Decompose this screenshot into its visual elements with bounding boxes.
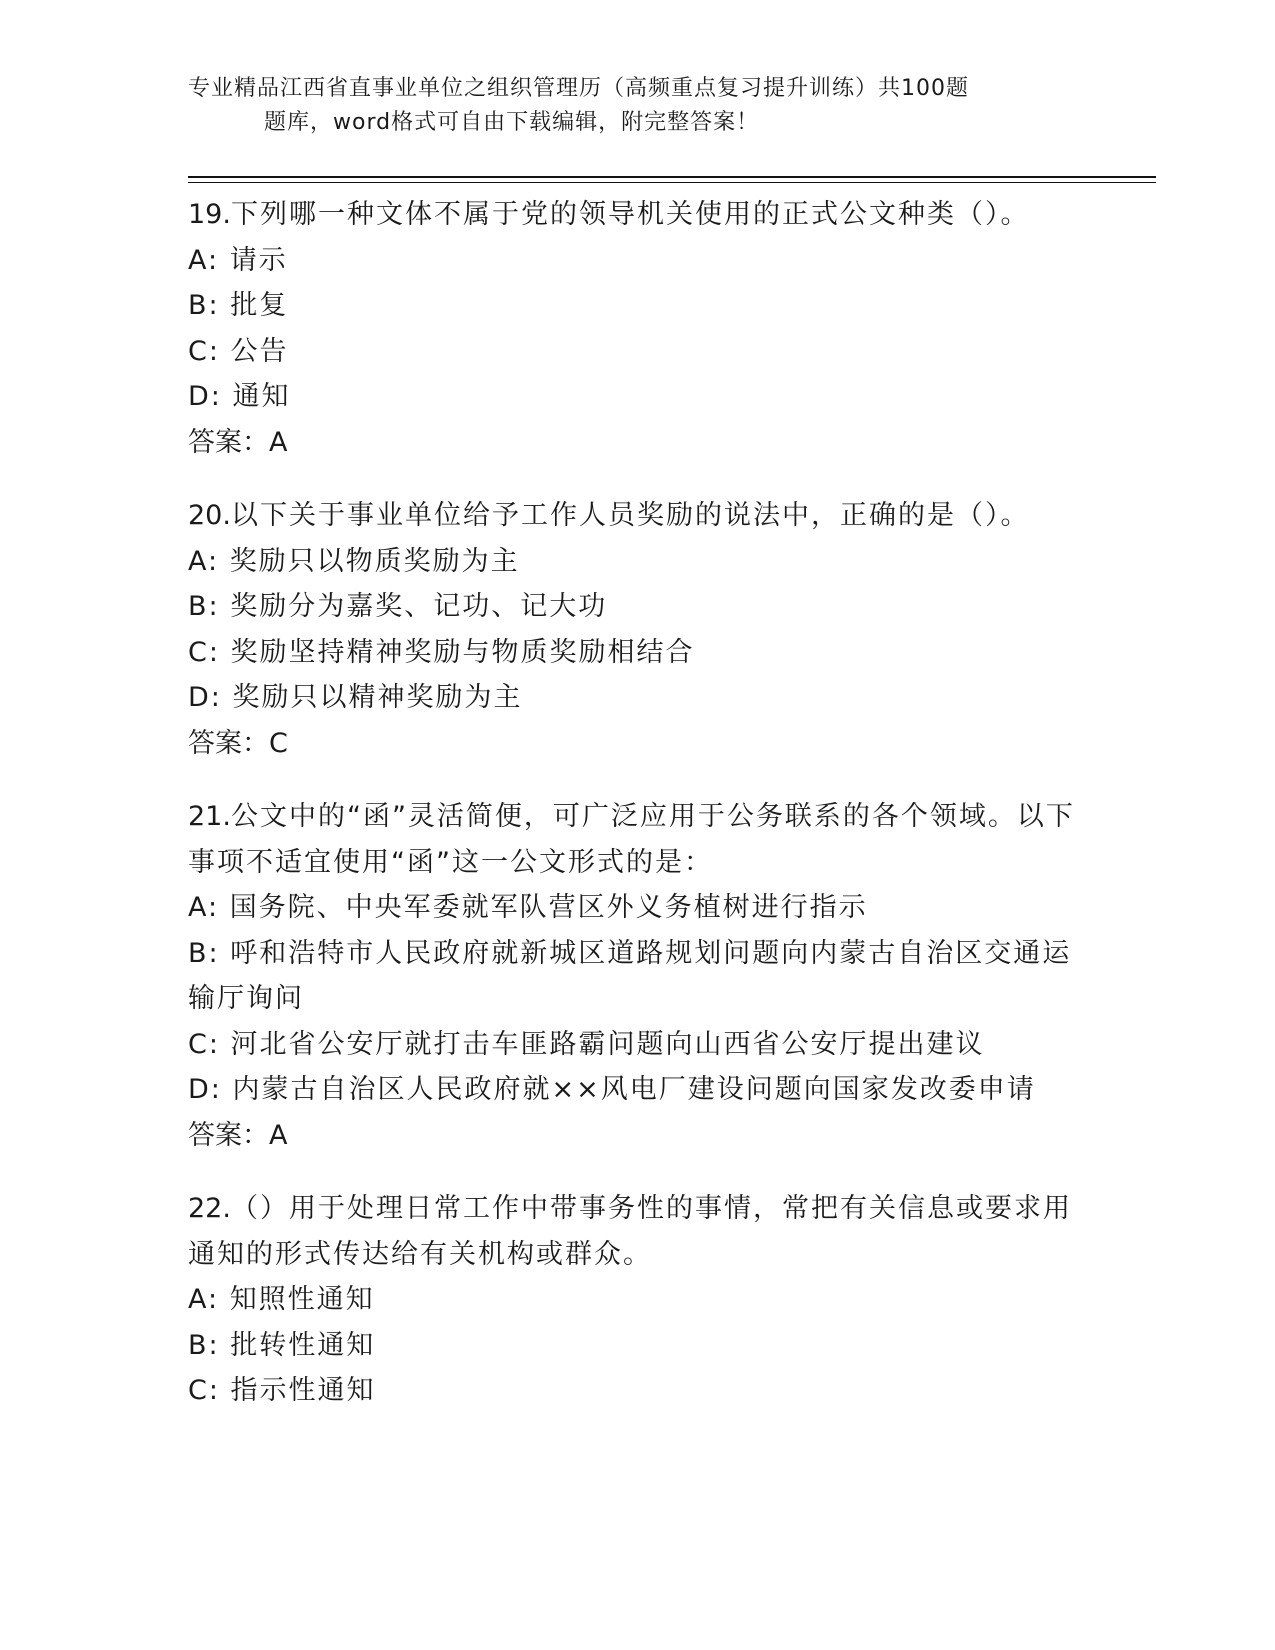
option-b (188, 584, 1088, 630)
option-label: B: (188, 591, 220, 622)
option-b (188, 283, 1088, 329)
option-label: C: (188, 636, 220, 668)
option-text: 请示 (229, 244, 288, 276)
question-stem: （）用于处理日常工作中带事务性的事情，常把有关信息或要求用通知的形式传达给有关机构或群众。 (188, 1193, 1072, 1270)
option-label: A: (188, 545, 220, 577)
option-label: D: (188, 381, 222, 412)
option-text: 国务院、中央军委就军队营区外义务植树进行指示 (229, 892, 868, 923)
question-21 (188, 794, 1088, 1158)
option-b (188, 1323, 1088, 1369)
question-text (188, 192, 1088, 238)
question-22 (188, 1186, 1088, 1414)
option-text: 批复 (230, 290, 289, 321)
option-label: B: (188, 290, 220, 321)
option-c (188, 1368, 1088, 1414)
option-c (188, 1022, 1088, 1068)
answer-line: 答案：C (188, 727, 288, 759)
header-divider-thin (188, 182, 1156, 183)
answer-line: 答案：A (188, 1119, 288, 1151)
option-a (188, 539, 1088, 585)
option-label: C: (188, 1028, 220, 1060)
option-a (188, 885, 1088, 931)
option-label: B: (188, 1329, 220, 1361)
option-label: C: (188, 1375, 220, 1406)
option-a (188, 238, 1088, 284)
option-text: 指示性通知 (230, 1375, 376, 1406)
question-stem: 公文中的“函”灵活简便，可广泛应用于公务联系的各个领域。以下事项不适宜使用“函”这一公文形式的是： (188, 801, 1075, 878)
option-label: D: (188, 1074, 222, 1105)
option-label: C: (188, 335, 220, 367)
option-label: B: (188, 937, 220, 969)
option-text: 呼和浩特市人民政府就新城区道路规划问题向内蒙古自治区交通运输厅询问 (188, 937, 1072, 1014)
question-list (188, 192, 1088, 1442)
option-text: 奖励分为嘉奖、记功、记大功 (230, 591, 608, 622)
header-title-line-2: 题库，word格式可自由下载编辑，附完整答案！ (264, 110, 760, 135)
option-text: 通知 (232, 381, 291, 412)
question-stem: 以下关于事业单位给予工作人员奖励的说法中，正确的是（）。 (230, 500, 1030, 531)
option-text: 知照性通知 (229, 1284, 375, 1315)
option-label: A: (188, 244, 220, 276)
question-text (188, 794, 1088, 885)
option-text: 公告 (230, 335, 289, 367)
question-20 (188, 493, 1088, 766)
option-b (188, 931, 1088, 1022)
option-d (188, 374, 1088, 420)
question-stem: 下列哪一种文体不属于党的领导机关使用的正式公文种类（）。 (230, 199, 1030, 230)
header-title-line-1: 专业精品江西省直事业单位之组织管理历（高频重点复习提升训练）共100题 (188, 76, 969, 101)
option-label: A: (188, 1284, 220, 1315)
option-text: 奖励只以精神奖励为主 (232, 682, 523, 713)
option-text: 批转性通知 (230, 1329, 376, 1361)
answer-line: 答案：A (188, 426, 288, 458)
option-c (188, 329, 1088, 375)
option-c (188, 630, 1088, 676)
question-text (188, 493, 1088, 539)
option-text: 奖励只以物质奖励为主 (229, 545, 520, 577)
option-a (188, 1277, 1088, 1323)
question-number: 19. (188, 199, 231, 230)
question-number: 22. (188, 1193, 231, 1224)
document-header (188, 72, 1088, 140)
option-label: A: (188, 892, 220, 923)
question-text (188, 1186, 1088, 1277)
option-text: 奖励坚持精神奖励与物质奖励相结合 (230, 636, 695, 668)
option-d (188, 1067, 1088, 1113)
question-number: 20. (188, 500, 231, 531)
option-text: 河北省公安厅就打击车匪路霸问题向山西省公安厅提出建议 (230, 1028, 985, 1060)
option-d (188, 675, 1088, 721)
option-text: 内蒙古自治区人民政府就××风电厂建设问题向国家发改委申请 (232, 1074, 1036, 1105)
question-19 (188, 192, 1088, 465)
header-divider-thick (188, 176, 1156, 178)
option-label: D: (188, 682, 222, 713)
question-number: 21. (188, 801, 231, 832)
